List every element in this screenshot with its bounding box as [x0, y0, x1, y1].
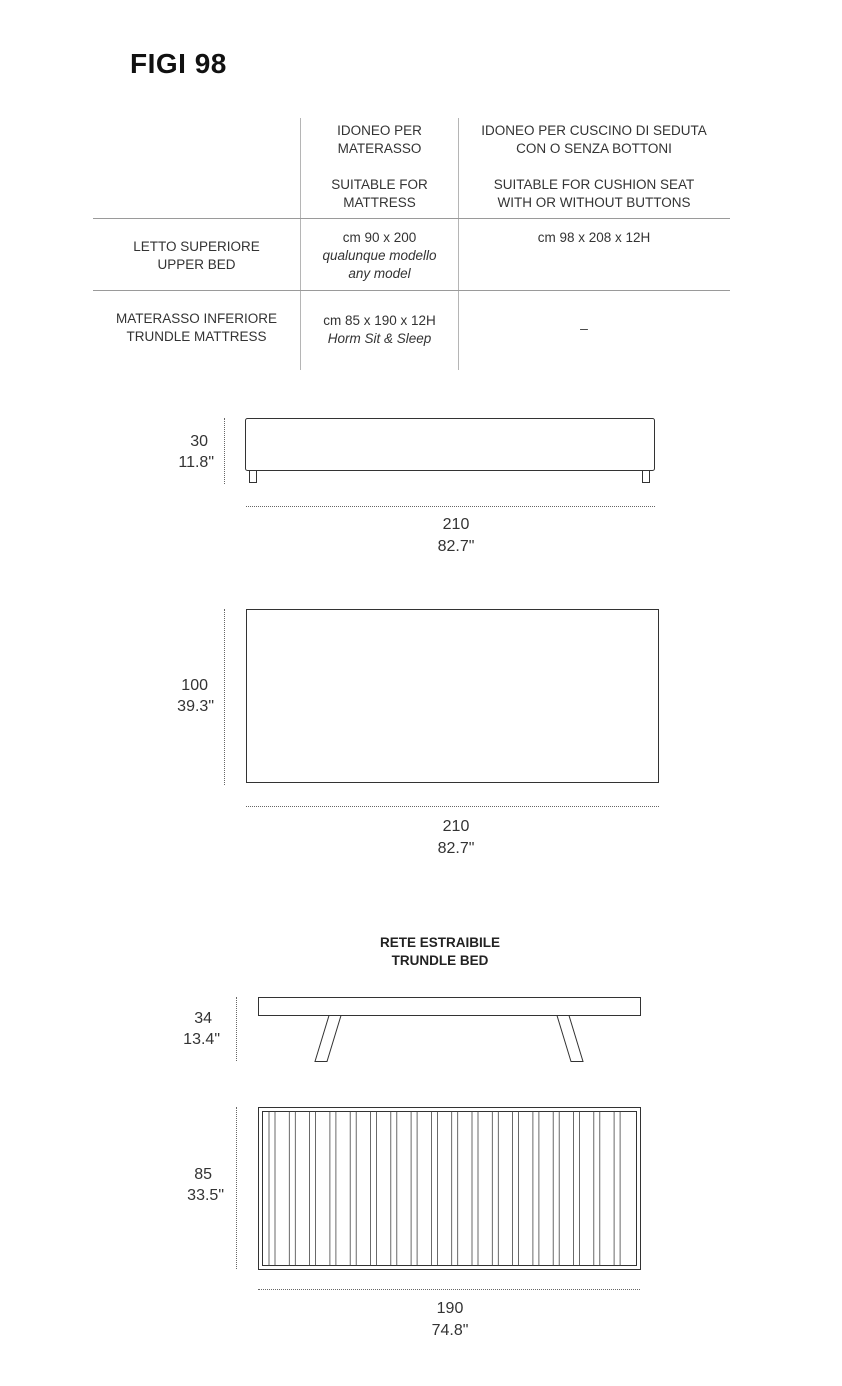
bed-side-outline [240, 415, 660, 485]
side-height-line [224, 418, 225, 484]
trundle-mattress-note: Horm Sit & Sleep [327, 331, 432, 346]
header-mattress-it: IDONEO PER MATERASSO [337, 123, 422, 156]
bed-top-outline [240, 605, 660, 785]
side-height-cm: 30 [190, 433, 208, 450]
trundle-depth-line [236, 1107, 237, 1269]
trundle-depth-in: 33.5" [187, 1187, 224, 1204]
top-width-cm: 210 [442, 818, 470, 835]
trundle-width-line [258, 1289, 640, 1290]
upper-bed-cushion-size: cm 98 x 208 x 12H [537, 230, 651, 245]
top-depth-line [224, 609, 225, 785]
trundle-top-outline [255, 1104, 645, 1274]
top-depth-in: 39.3" [177, 698, 214, 715]
header-cushion-en: SUITABLE FOR CUSHION SEAT WITH OR WITHOUT BUTTONS [493, 177, 695, 210]
side-height-in: 11.8" [178, 454, 214, 471]
top-depth-cm: 100 [181, 677, 208, 694]
trundle-cushion-size: _ [580, 315, 588, 330]
top-width-in: 82.7" [437, 840, 475, 857]
header-cushion-it: IDONEO PER CUSCINO DI SEDUTA CON O SENZA BOTTONI [481, 123, 707, 156]
table-divider [93, 218, 730, 219]
side-width-cm: 210 [442, 516, 470, 533]
table-divider [93, 290, 730, 291]
trundle-mattress-size: cm 85 x 190 x 12H [323, 313, 436, 328]
upper-bed-mattress-size: cm 90 x 200 [342, 230, 417, 245]
trundle-side-outline [255, 995, 645, 1065]
trundle-width-in: 74.8" [431, 1322, 469, 1339]
trundle-width-cm: 190 [436, 1300, 464, 1317]
header-mattress-en: SUITABLE FOR MATTRESS [331, 177, 428, 210]
row-label-upper-bed: LETTO SUPERIORE UPPER BED [133, 239, 260, 272]
trundle-depth-cm: 85 [194, 1166, 212, 1183]
trundle-height-cm: 34 [194, 1010, 212, 1027]
product-title: FIGI 98 [130, 48, 227, 79]
upper-bed-mattress-note: qualunque modello any model [322, 248, 437, 281]
side-width-line [246, 506, 655, 507]
trundle-title: RETE ESTRAIBILE TRUNDLE BED [379, 935, 500, 968]
trundle-height-in: 13.4" [183, 1031, 220, 1048]
trundle-height-line [236, 997, 237, 1061]
side-width-in: 82.7" [437, 538, 475, 555]
top-width-line [246, 806, 659, 807]
row-label-trundle-mattress: MATERASSO INFERIORE TRUNDLE MATTRESS [115, 311, 278, 344]
